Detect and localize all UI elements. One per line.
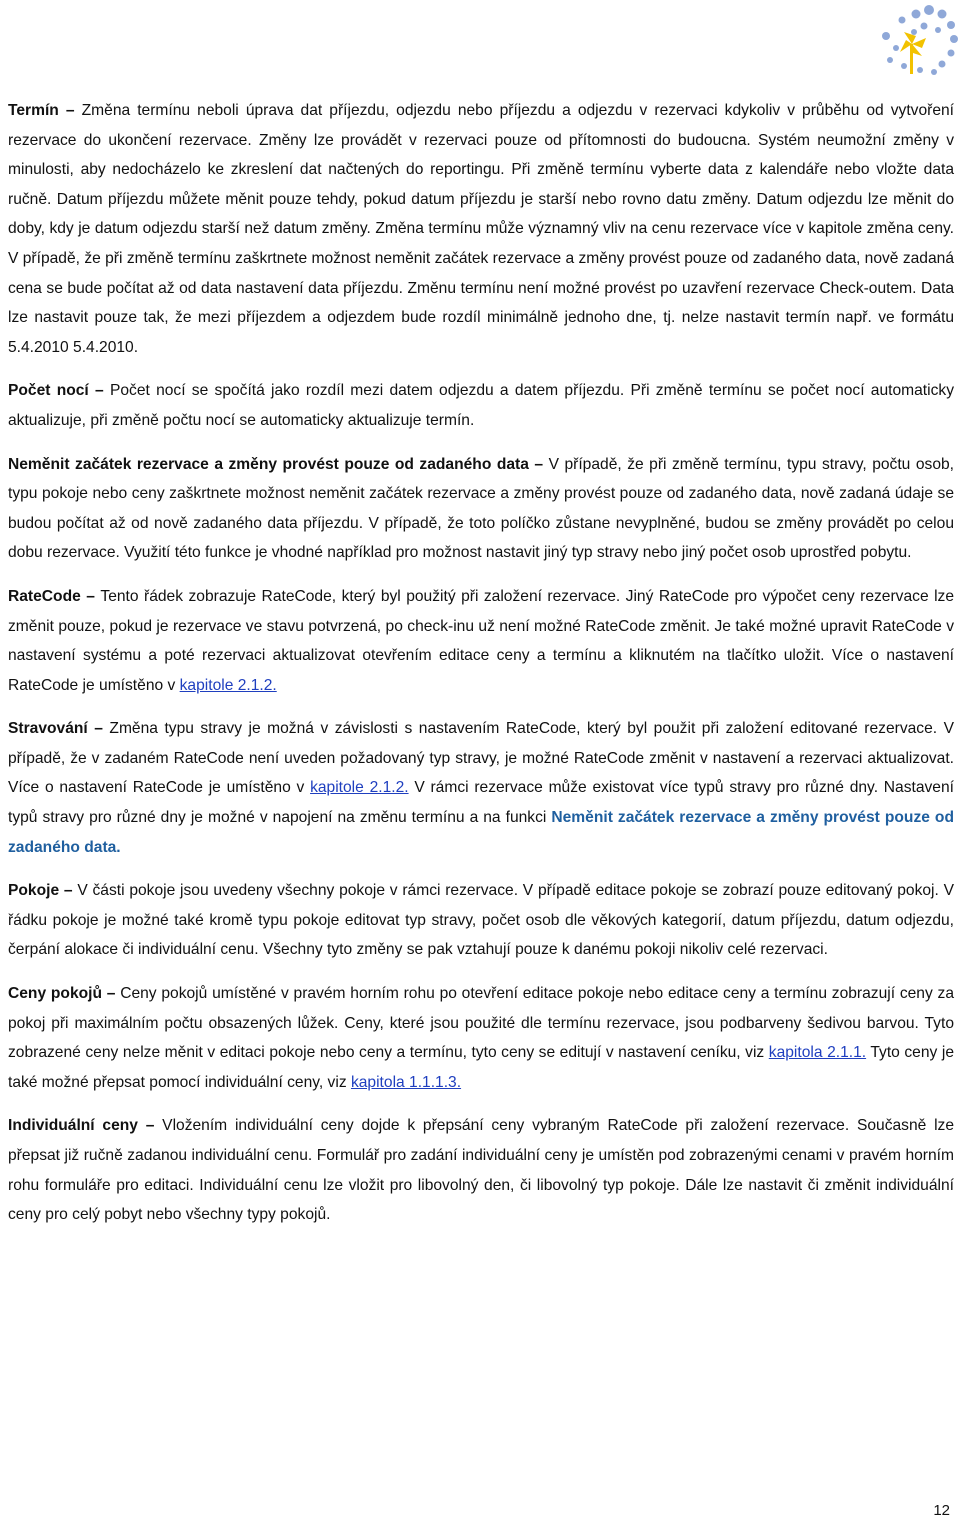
term-dash: – xyxy=(58,102,82,119)
section-termin xyxy=(8,96,954,362)
section-term: Stravování xyxy=(8,720,88,738)
link-kapitola-2-1-1[interactable]: kapitola 2.1.1. xyxy=(768,1044,867,1062)
section-ceny-pokoju xyxy=(8,979,954,1097)
section-term: Počet nocí xyxy=(8,382,89,400)
section-individualni-ceny xyxy=(8,1111,954,1229)
pinwheel-logo-icon xyxy=(856,0,960,78)
section-text: V případě, že při změně termínu, typu stravy, počtu osob, typu pokoje nebo ceny zaškrtnete možnost neměnit začátek rezervace a změny provést pouze od zadaného data, nově zadaná údaje se budou počítat až od nově zadaného data příjezdu. V případě, že toto políčko zůstane nevyplněné, budou se změny provádět po celou dobu rezervace. Využití této funkce je vhodné například pro možnost nastavit jiný typ stravy nebo jiný počet osob uprostřed pobytu. xyxy=(8,455,955,562)
section-text: Tento řádek zobrazuje RateCode, který byl použitý při založení rezervace. Jiný RateCode pro výpočet ceny rezervace lze změnit pouze, pokud je rezervace ve stavu potvrzená, po check-inu už není možné RateCode změnit. Je také možné upravit RateCode v nastavení systému a poté rezervaci aktualizovat otevřením editace ceny a termínu a kliknutém na tlačítko uložit. Více o nastavení RateCode je umístěno v xyxy=(8,587,955,694)
section-text: Tyto ceny je také možné přepsat pomocí individuální ceny, viz xyxy=(8,1044,954,1091)
section-term: Ceny pokojů xyxy=(8,985,102,1003)
term-dash: – xyxy=(88,382,110,400)
section-text: V rámci rezervace může existovat více typů stravy pro různé dny. Nastavení typů stravy pro různé dny je možné v napojení na změnu termínu a na funkci xyxy=(8,779,954,827)
section-text: Vložením individuální ceny dojde k přepsání ceny vybraným RateCode při založení rezervace. Současně lze přepsat již ručně zadanou individuální cenu. Formulář pro zadání individuální ceny je umístěn pod zobrazenými cenami v pravém horním rohu formuláře pro editaci. Individuální cenu lze vložit pro libovolný den, či libovolný typ pokoje. Dále lze nastavit či změnit individuální ceny pro celý pobyt nebo všechny typy pokojů. xyxy=(8,1117,955,1224)
section-text: V části pokoje jsou uvedeny všechny pokoje v rámci rezervace. V případě editace pokoje se zobrazí pouze editovaný pokoj. V řádku pokoje je možné také kromě typu pokoje editovat typ stravy, počet osob dle věkových kategorií, datum příjezdu, datum odjezdu, čerpání alokace či individuální cenu. Všechny tyto změny se pak vztahují pouze k danému pokoji nikoliv celé rezervaci. xyxy=(8,882,955,959)
highlight-function-name: Neměnit začátek rezervace a změny provést pouze od zadaného data. xyxy=(8,809,954,856)
section-text: Změna typu stravy je možná v závislosti s nastavením RateCode, který byl použit při založení editované rezervace. V případě, že v zadaném RateCode není uveden požadovaný typ stravy, je možné RateCode změnit v nastavení a rezervaci aktualizovat. Více o nastavení RateCode je umístěno v xyxy=(8,720,954,797)
link-kapitole-2-1-2[interactable]: kapitole 2.1.2. xyxy=(179,676,277,694)
section-text: Počet nocí se spočítá jako rozdíl mezi datem odjezdu a datem příjezdu. Při změně termínu se počet nocí automaticky aktualizuje, při změně počtu nocí se automaticky aktualizuje termín. xyxy=(8,382,954,429)
term-dash: – xyxy=(80,587,101,605)
section-term: Pokoje xyxy=(8,882,60,900)
section-text: Ceny pokojů umístěné v pravém horním rohu po otevření editace pokoje nebo editace ceny a termínu zobrazují ceny za pokoj při maximálním počtu obsazených lůžek. Ceny, které jsou použité dle termínu rezervace, jsou podbarveny šedivou barvou. Tyto zobrazené ceny nelze měnit v editaci pokoje nebo ceny a termínu, tyto ceny se editují v nastavení ceníku, viz xyxy=(8,985,954,1062)
section-term: Termín xyxy=(8,102,59,119)
section-nemenit-zacatek xyxy=(8,450,954,568)
section-term: Individuální ceny xyxy=(8,1117,138,1135)
page-number: 12 xyxy=(933,1502,950,1519)
document-body xyxy=(8,96,954,1244)
section-pokoje xyxy=(8,876,954,965)
term-dash: – xyxy=(87,720,110,738)
link-kapitole-2-1-2[interactable]: kapitole 2.1.2. xyxy=(310,779,409,797)
term-dash: – xyxy=(528,455,549,473)
section-term: RateCode xyxy=(8,587,81,605)
section-text: Změna termínu neboli úprava dat příjezdu, odjezdu nebo příjezdu a odjezdu v rezervaci kdykoliv v průběhu od vytvoření rezervace do ukončení rezervace. Změny lze provádět v rezervaci pouze od přítomnosti do budoucna. Systém neumožní změny v minulosti, aby nedocházelo ke zkreslení dat načtených do reportingu. Při změně termínu vyberte data z kalendáře nebo vložte data ručně. Datum příjezdu můžete měnit pouze tehdy, pokud datum příjezdu je starší nebo rovno datu změny. Datum odjezdu lze měnit do doby, kdy je datum odjezdu starší než datum změny. Změna termínu může významný vliv na cenu rezervace více v kapitole změna ceny. V případě, že při změně termínu zaškrtnete možnost neměnit začátek rezervace a změny provést pouze od zadaného data, nově zadaná cena se bude počítat až od data nastavení data příjezdu. Změnu termínu není možné provést po uzavření rezervace Check-outem. Data lze nastavit pouze tak, že mezi příjezdem a odjezdem bude rozdíl minimálně jednoho dne, tj. nelze nastavit termín např. ve formátu 5.4.2010 5.4.2010. xyxy=(8,102,955,356)
section-ratecode xyxy=(8,582,954,700)
term-dash: – xyxy=(102,985,121,1003)
section-pocet-noci xyxy=(8,376,954,435)
section-stravovani xyxy=(8,714,954,862)
section-term: Neměnit začátek rezervace a změny provést pouze od zadaného data xyxy=(8,455,529,473)
link-kapitola-1-1-1-3[interactable]: kapitola 1.1.1.3. xyxy=(350,1073,462,1091)
term-dash: – xyxy=(137,1117,163,1135)
term-dash: – xyxy=(59,882,78,900)
